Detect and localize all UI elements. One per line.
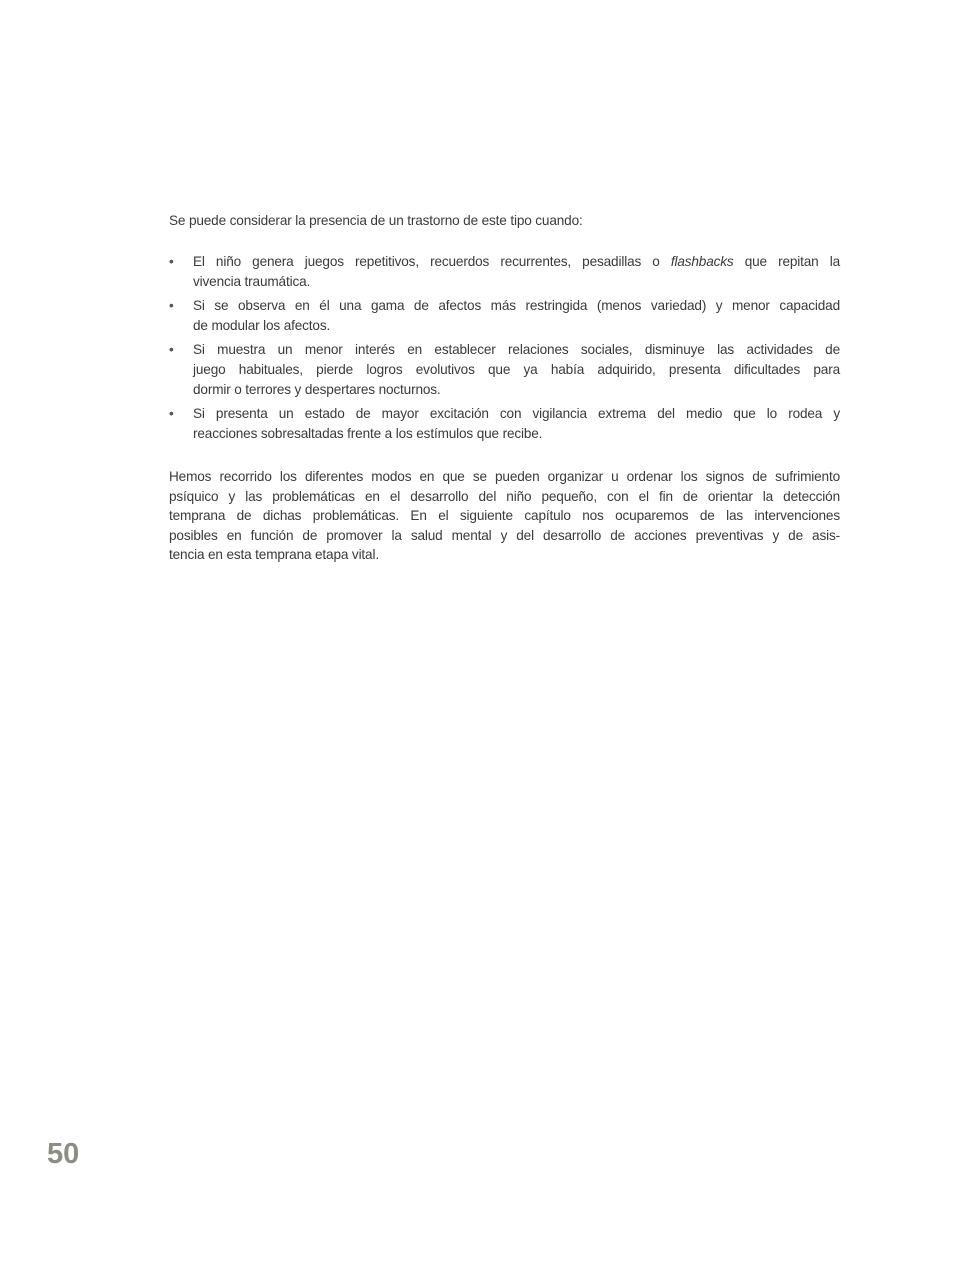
bullet-line	[193, 252, 840, 272]
bullet-line: vivencia traumática.	[193, 273, 311, 289]
paragraph-line: posibles en función de promover la salud mental y del desarrollo de acciones preventivas y de asis-	[169, 527, 840, 543]
bullet-item	[169, 296, 840, 335]
paragraph-line: psíquico y las problemáticas en el desarrollo del niño pequeño, con el fin de orientar la detección	[169, 488, 840, 504]
paragraph-line: temprana de dichas problemáticas. En el siguiente capítulo nos ocuparemos de las intervenciones	[169, 508, 840, 524]
bullet-line: Si muestra un menor interés en establecer relaciones sociales, disminuye las actividades de	[193, 342, 840, 358]
bullet-icon: •	[169, 406, 174, 422]
text-run: El niño genera juegos repetitivos, recuerdos recurrentes, pesadillas o	[193, 254, 671, 269]
text-run: que repitan la	[733, 254, 840, 269]
intro-text: Se puede considerar la presencia de un trastorno de este tipo cuando:	[169, 213, 583, 228]
bullet-line: Si presenta un estado de mayor excitación con vigilancia extrema del medio que lo rodea y	[193, 406, 840, 422]
bullet-list	[169, 252, 840, 448]
bullet-icon: •	[169, 342, 174, 358]
italic-term: flashbacks	[670, 254, 734, 269]
bullet-line: Si se observa en él una gama de afectos más restringida (menos variedad) y menor capacidad	[193, 298, 840, 314]
intro-paragraph	[169, 211, 840, 231]
bullet-item	[169, 340, 840, 399]
bullet-line: dormir o terrores y despertares nocturnos.	[193, 381, 441, 397]
bullet-item	[169, 404, 840, 443]
bullet-icon: •	[169, 254, 174, 269]
bullet-icon: •	[169, 298, 174, 314]
bullet-item	[169, 252, 840, 291]
bullet-line: juego habituales, pierde logros evolutivos que ya había adquirido, presenta dificultades para	[193, 361, 840, 377]
closing-paragraph	[169, 467, 840, 565]
bullet-line: reacciones sobresaltadas frente a los estímulos que recibe.	[193, 425, 543, 441]
paragraph-line: Hemos recorrido los diferentes modos en que se pueden organizar u ordenar los signos de sufrimiento	[169, 469, 840, 484]
paragraph-line: tencia en esta temprana etapa vital.	[169, 547, 379, 563]
bullet-line: de modular los afectos.	[193, 317, 331, 333]
page-number: 50	[47, 1138, 80, 1170]
